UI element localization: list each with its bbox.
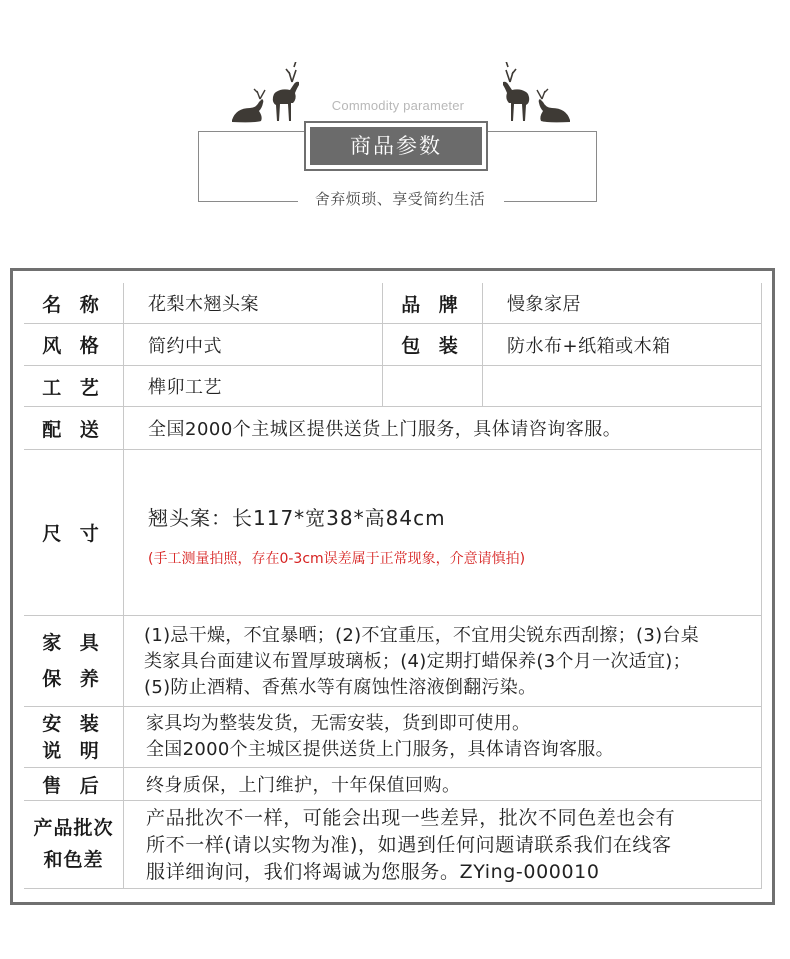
install-line: 全国2000个主城区提供送货上门服务，具体请咨询客服。	[146, 739, 614, 760]
value-brand: 慢象家居	[483, 283, 762, 324]
batch-line: 所不一样(请以实物为准)，如遇到任何问题请联系我们在线客	[146, 834, 672, 856]
slogan: 舍弃烦琐、享受简约生活	[314, 190, 486, 208]
section-header	[0, 0, 790, 250]
label-brand: 品 牌	[383, 283, 483, 324]
value-style: 简约中式	[124, 324, 383, 366]
label-batch-line-2: 和色差	[43, 849, 104, 871]
care-line: (5)防止酒精、香蕉水等有腐蚀性溶液倒翻污染。	[144, 677, 537, 698]
label-install-line-2: 说 明	[42, 740, 105, 762]
label-care-line-2: 保 养	[42, 668, 105, 690]
label-install-line-1: 安 装	[42, 713, 105, 735]
label-size: 尺 寸	[24, 450, 124, 616]
empty-cell-b	[483, 366, 762, 407]
value-size: 翘头案：长117*宽38*高84cm	[148, 506, 446, 530]
right-deer-icon	[486, 62, 576, 130]
care-line: (1)忌干燥，不宜暴晒；(2)不宜重压，不宜用尖锐东西刮擦；(3)台桌	[144, 625, 699, 646]
install-line: 家具均为整装发货，无需安装，货到即可使用。	[146, 713, 531, 734]
label-install	[24, 707, 124, 768]
label-batch	[24, 801, 124, 889]
size-cell	[124, 450, 762, 616]
label-care	[24, 616, 124, 707]
value-aftersale: 终身质保，上门维护，十年保值回购。	[124, 768, 762, 801]
label-aftersale: 售 后	[24, 768, 124, 801]
care-text	[144, 623, 758, 701]
empty-cell-a	[383, 366, 483, 407]
care-line: 类家具台面建议布置厚玻璃板；(4)定期打蜡保养(3个月一次适宜)；	[144, 651, 691, 672]
size-note: (手工测量拍照，存在0-3cm误差属于正常现象，介意请慎拍)	[148, 551, 526, 567]
batch-text	[146, 805, 758, 886]
page-title: 商品参数	[310, 127, 482, 165]
batch-line: 服详细询问，我们将竭诚为您服务。ZYing-000010	[146, 861, 600, 883]
label-delivery: 配 送	[24, 407, 124, 450]
subtitle-english: Commodity parameter	[331, 98, 465, 113]
care-cell	[124, 616, 762, 707]
batch-cell	[124, 801, 762, 889]
label-craft: 工 艺	[24, 366, 124, 407]
batch-line: 产品批次不一样，可能会出现一些差异，批次不同色差也会有	[146, 807, 676, 829]
label-care-line-1: 家 具	[42, 632, 105, 654]
install-cell	[124, 707, 762, 768]
label-batch-line-1: 产品批次	[33, 817, 114, 839]
value-delivery: 全国2000个主城区提供送货上门服务，具体请咨询客服。	[124, 407, 762, 450]
install-text	[146, 711, 614, 763]
label-style: 风 格	[24, 324, 124, 366]
label-package: 包 装	[383, 324, 483, 366]
value-package: 防水布+纸箱或木箱	[483, 324, 762, 366]
left-deer-icon	[226, 62, 316, 130]
value-craft: 榫卯工艺	[124, 366, 383, 407]
title-box	[304, 121, 488, 171]
value-name: 花梨木翘头案	[124, 283, 383, 324]
label-name: 名 称	[24, 283, 124, 324]
